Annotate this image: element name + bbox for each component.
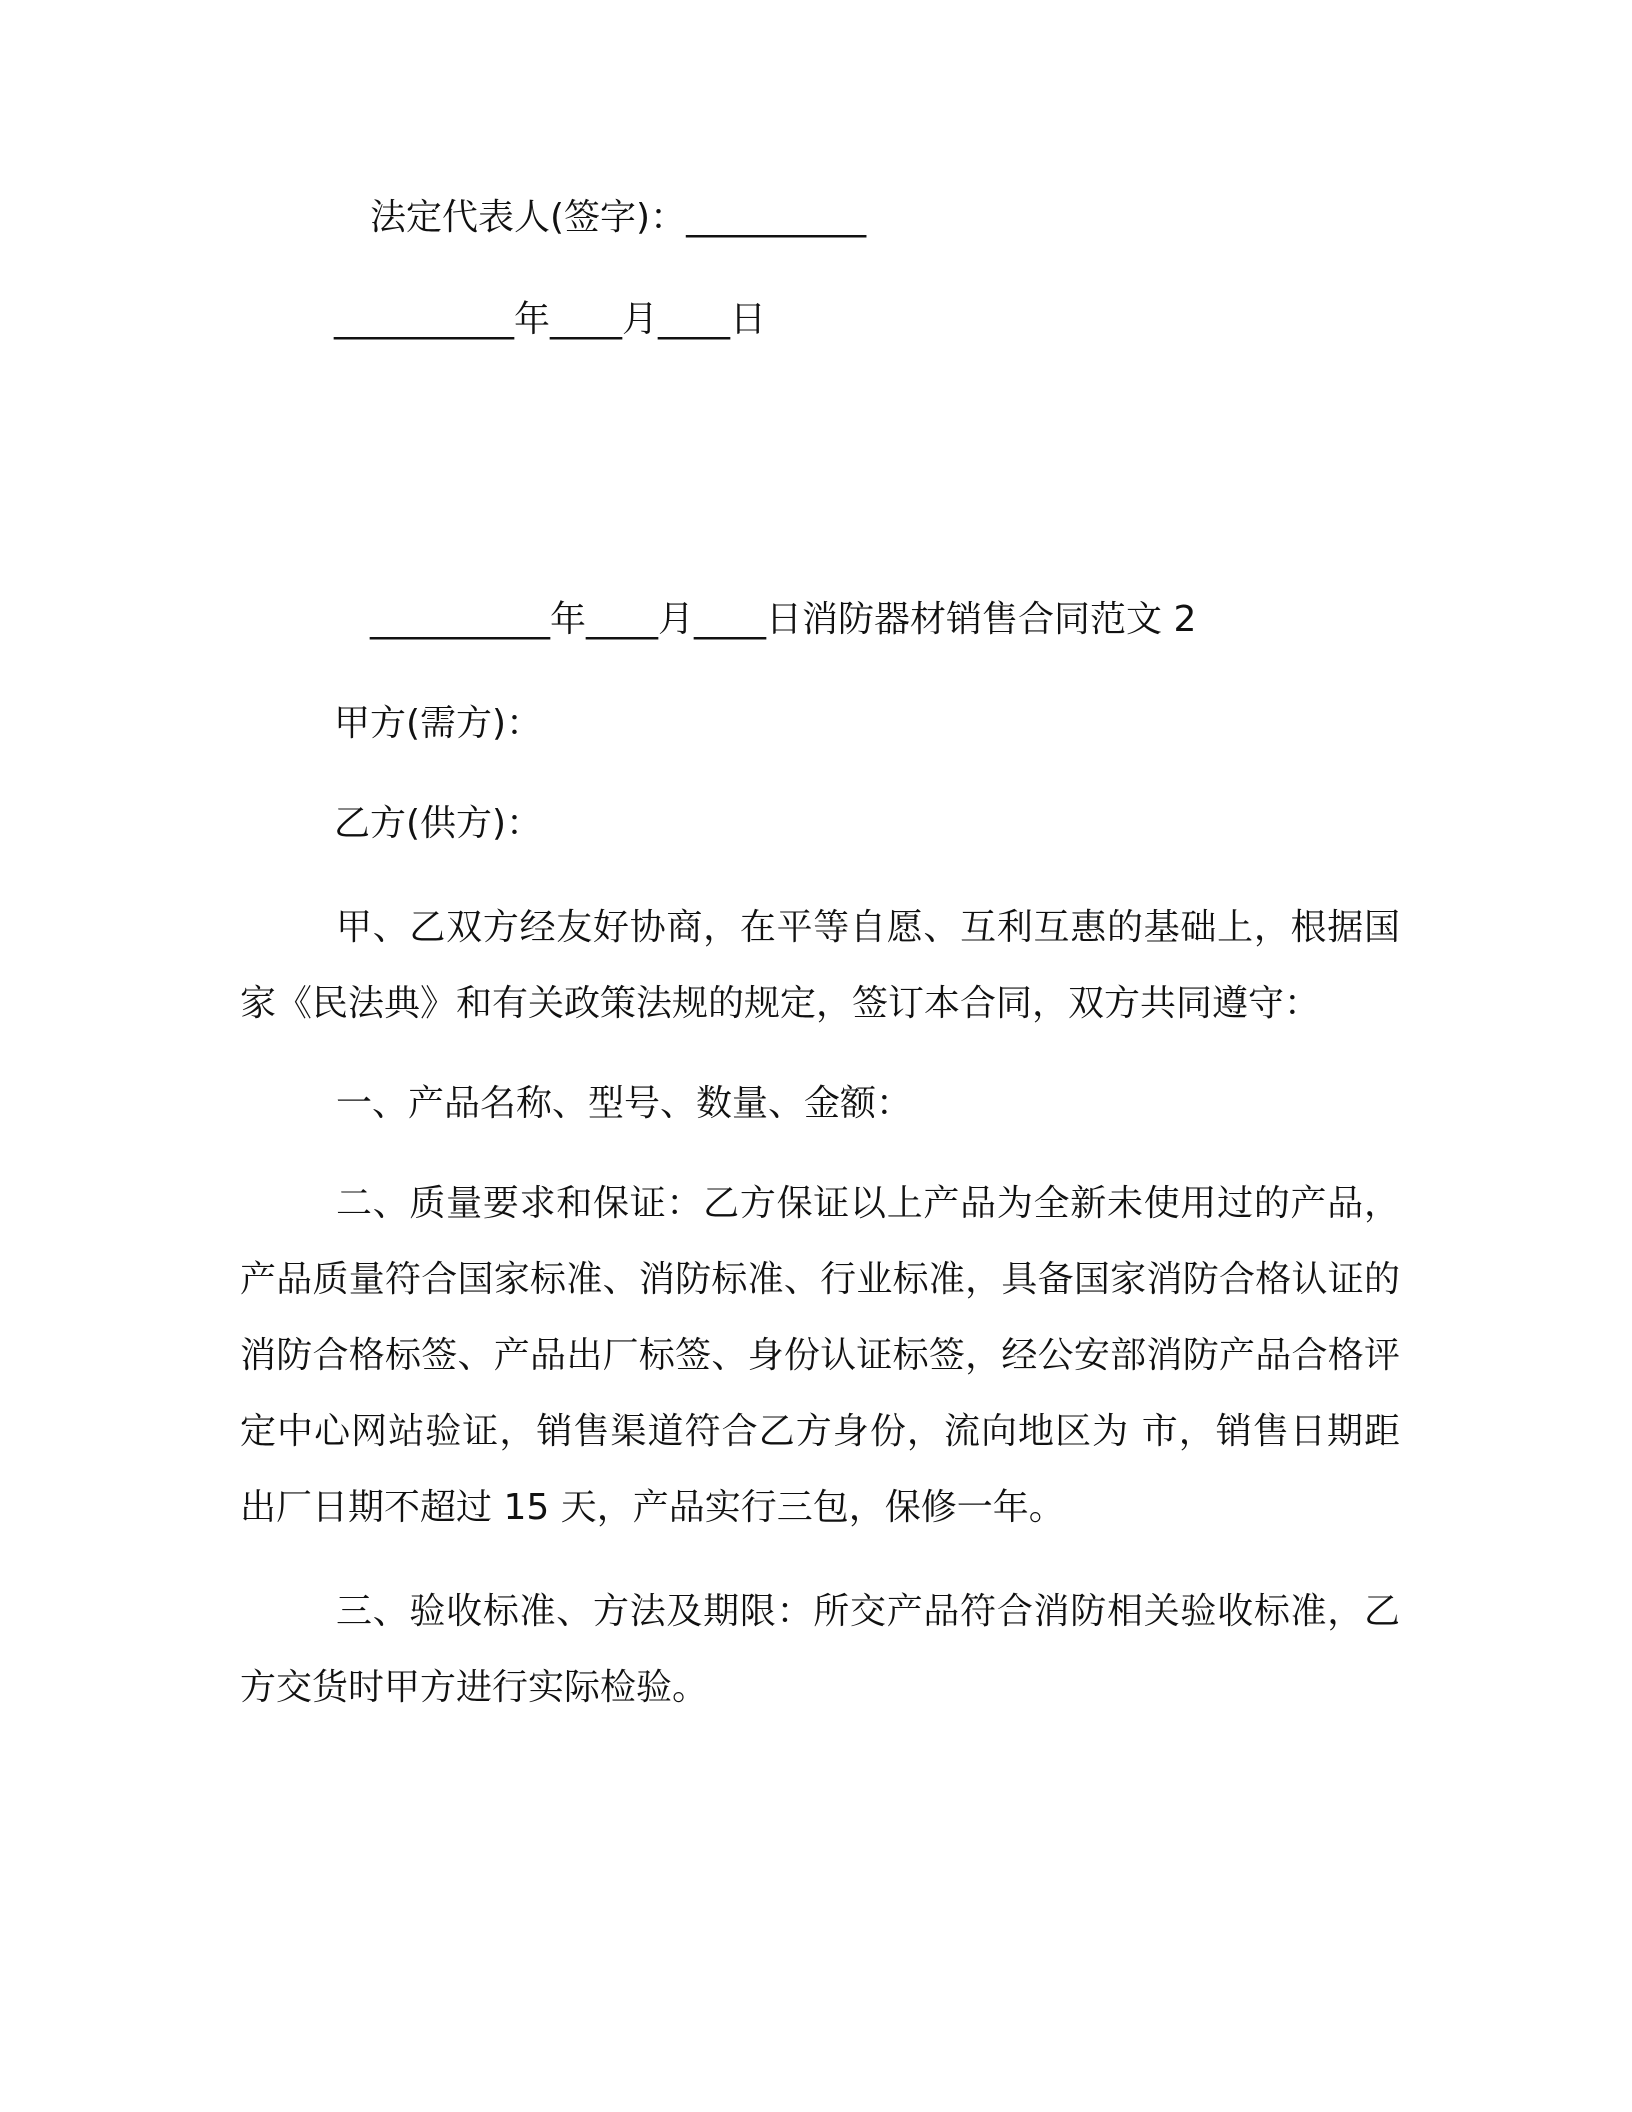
clause-3-paragraph: 三、验收标准、方法及期限：所交产品符合消防相关验收标准，乙方交货时甲方进行实际检验。 (240, 1591, 1400, 1708)
clause-1-paragraph: 一、产品名称、型号、数量、金额： (336, 1083, 913, 1124)
preamble-paragraph: 甲、乙双方经友好协商，在平等自愿、互利互惠的基础上，根据国家《民法典》和有关政策法规的规定，签订本合同，双方共同遵守： (240, 907, 1400, 1024)
clause-2-paragraph: 二、质量要求和保证：乙方保证以上产品为全新未使用过的产品，产品质量符合国家标准、消防标准、行业标准，具备国家消防合格认证的消防合格标签、产品出厂标签、身份认证标签，经公安部消防产品合格评定中心网站验证，销售渠道符合乙方身份，流向地区为 市，销售日期距出厂日期不超过 15 天，产品实行三包，保修一年。 (240, 1183, 1400, 1528)
date-line: __________年____月____日 (334, 299, 766, 340)
contract-title: __________年____月____日消防器材销售合同范文 2 (370, 599, 1197, 640)
signature-line: 法定代表人(签字)：__________ (370, 197, 867, 238)
party-a-label: 甲方(需方)： (334, 703, 543, 744)
party-b-label: 乙方(供方)： (334, 803, 543, 844)
